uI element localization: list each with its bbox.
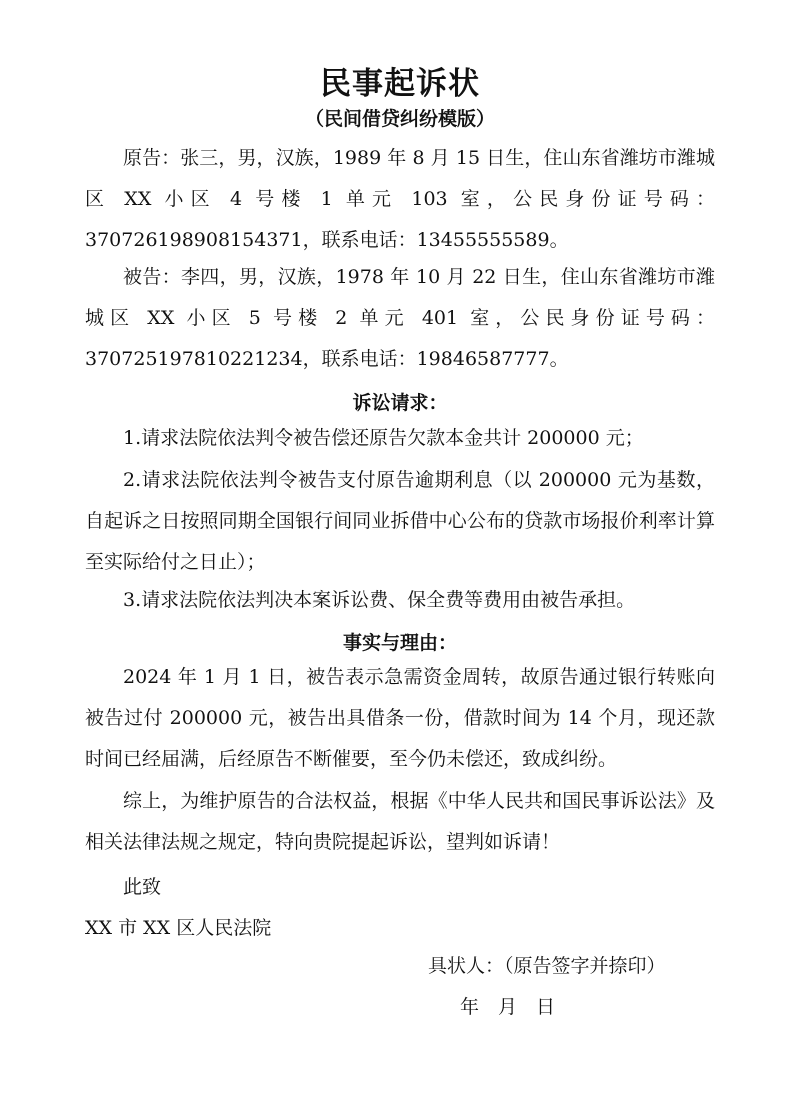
- claim-item-1: 1.请求法院依法判令被告偿还原告欠款本金共计 200000 元；: [123, 427, 644, 449]
- document-subtitle: （民间借贷纠纷模版）: [304, 108, 495, 130]
- facts-paragraph: 2024 年 1 月 1 日，被告表示急需资金周转，故原告通过银行转账向被告过付 200000 元，被告出具借条一份，借款时间为 14 个月，现还款时间已经届满，后经原告不断催要，至今仍未偿还，致成纠纷。: [85, 666, 715, 770]
- conclusion-paragraph: 综上，为维护原告的合法权益，根据《中华人民共和国民事诉讼法》及相关法律法规之规定，特向贵院提起诉讼，望判如诉请！: [85, 790, 715, 853]
- defendant-info: 被告：李四，男，汉族，1978 年 10 月 22 日生，住山东省潍坊市潍城区 XX 小区 5 号楼 2 单元 401 室，公民身份证号码：370725197810221234，联系电话：19846587777。: [85, 266, 715, 370]
- closing-salutation: 此致: [123, 876, 162, 898]
- facts-heading: 事实与理由：: [342, 632, 457, 654]
- claim-item-3: 3.请求法院依法判决本案诉讼费、保全费等费用由被告承担。: [123, 589, 636, 611]
- date-line: 年 月 日: [460, 996, 556, 1018]
- claims-heading: 诉讼请求：: [352, 392, 448, 414]
- signer-line: 具状人：（原告签字并捺印）: [428, 955, 666, 977]
- claim-item-2: 2.请求法院依法判令被告支付原告逾期利息（以 200000 元为基数，自起诉之日按照同期全国银行间同业拆借中心公布的贷款市场报价利率计算至实际给付之日止）；: [85, 469, 715, 573]
- document-title: 民事起诉状: [320, 66, 480, 102]
- court-name: XX 市 XX 区人民法院: [85, 917, 272, 939]
- plaintiff-info: 原告：张三，男，汉族，1989 年 8 月 15 日生，住山东省潍坊市潍城区 XX 小区 4 号楼 1 单元 103 室，公民身份证号码：370726198908154371，联系电话：13455555589。: [85, 147, 715, 251]
